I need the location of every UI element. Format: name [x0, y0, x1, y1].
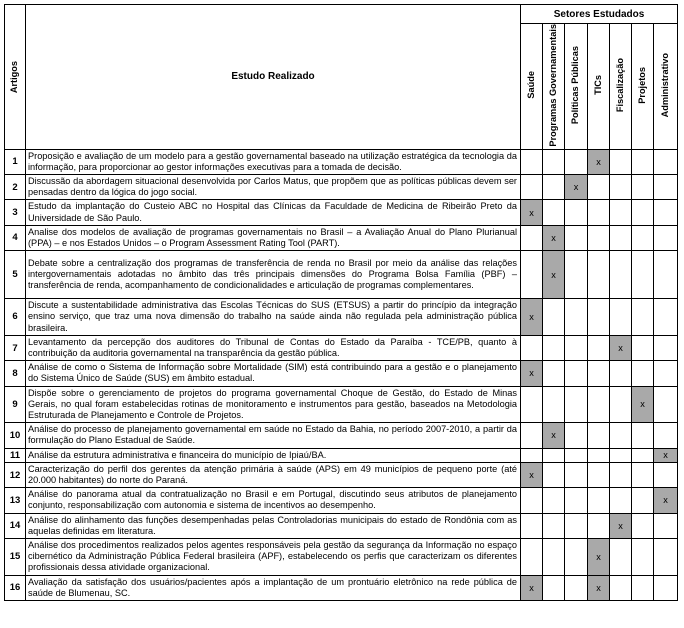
sector-header-1: [543, 24, 565, 150]
sector-mark: x: [610, 335, 632, 360]
sector-mark: x: [521, 200, 543, 225]
study-description: Análise do panorama atual da contratualização no Brasil e em Portugal, discutindo seus atributos de planejamento conjunto, responsabilização com autonomia e sistema de incentivos ao desempenho.: [26, 488, 521, 513]
table-row: [5, 386, 678, 423]
sector-cell-empty: [632, 462, 654, 487]
sector-cell-empty: [565, 448, 588, 462]
sector-cell-empty: [610, 149, 632, 174]
sector-cell-empty: [543, 462, 565, 487]
studies-table-body: [5, 149, 678, 601]
sector-cell-empty: [521, 513, 543, 538]
article-number: 16: [5, 575, 26, 600]
studies-table: [4, 4, 678, 601]
sector-cell-empty: [610, 225, 632, 250]
sector-mark: x: [521, 575, 543, 600]
table-row: [5, 225, 678, 250]
table-row: [5, 361, 678, 386]
study-description: Análise da estrutura administrativa e financeira do município de Ipiaú/BA.: [26, 448, 521, 462]
sector-cell-empty: [543, 335, 565, 360]
sector-cell-empty: [654, 361, 678, 386]
sector-header-label: Programas Governamentais: [547, 24, 558, 147]
article-number: 2: [5, 174, 26, 199]
sector-cell-empty: [543, 448, 565, 462]
sector-cell-empty: [654, 225, 678, 250]
article-number: 1: [5, 149, 26, 174]
sector-cell-empty: [521, 448, 543, 462]
sector-cell-empty: [632, 200, 654, 225]
table-row: [5, 149, 678, 174]
sector-header-label: Saúde: [525, 71, 536, 100]
sector-cell-empty: [543, 149, 565, 174]
sector-cell-empty: [654, 200, 678, 225]
sectors-header: Setores Estudados: [521, 5, 678, 24]
sector-cell-empty: [521, 174, 543, 199]
sector-header-label: Fiscalização: [614, 58, 625, 113]
sector-cell-empty: [610, 200, 632, 225]
studies-table-container: [4, 4, 678, 601]
table-row: [5, 539, 678, 576]
sector-cell-empty: [521, 423, 543, 448]
sector-cell-empty: [521, 539, 543, 576]
sector-cell-empty: [610, 448, 632, 462]
study-description: Análise de como o Sistema de Informação sobre Mortalidade (SIM) está contribuindo para a gestão e o planejamento do Sistema Único de Saúde (SUS) em âmbito estadual.: [26, 361, 521, 386]
sector-header-0: [521, 24, 543, 150]
sector-header-3: [588, 24, 610, 150]
sector-cell-empty: [588, 513, 610, 538]
sector-cell-empty: [632, 513, 654, 538]
sector-cell-empty: [588, 423, 610, 448]
study-header: Estudo Realizado: [26, 5, 521, 150]
sector-mark: x: [588, 539, 610, 576]
sector-cell-empty: [610, 299, 632, 336]
sector-cell-empty: [610, 361, 632, 386]
article-number: 15: [5, 539, 26, 576]
sector-header-label: Administrativo: [659, 53, 670, 118]
sector-header-5: [632, 24, 654, 150]
sector-cell-empty: [588, 448, 610, 462]
sector-cell-empty: [588, 225, 610, 250]
sector-cell-empty: [565, 149, 588, 174]
sector-cell-empty: [565, 462, 588, 487]
study-description: Proposição e avaliação de um modelo para a gestão governamental baseado na utilização estratégica da tecnologia da informação, para proporcionar ao gestor informações executivas para a tomada de decisão.: [26, 149, 521, 174]
sector-cell-empty: [654, 386, 678, 423]
sector-cell-empty: [632, 539, 654, 576]
sector-cell-empty: [610, 423, 632, 448]
sector-cell-empty: [588, 462, 610, 487]
sector-cell-empty: [521, 149, 543, 174]
study-description: Discute a sustentabilidade administrativa das Escolas Técnicas do SUS (ETSUS) a partir do princípio da integração ensino serviço, que traz uma nova dimensão do trabalho na saúde ainda não regulada pela administração pública brasileira.: [26, 299, 521, 336]
sector-cell-empty: [521, 335, 543, 360]
sector-cell-empty: [588, 335, 610, 360]
sector-cell-empty: [588, 174, 610, 199]
sector-cell-empty: [654, 462, 678, 487]
sector-cell-empty: [654, 299, 678, 336]
article-number: 3: [5, 200, 26, 225]
sector-cell-empty: [521, 386, 543, 423]
sector-cell-empty: [543, 575, 565, 600]
sector-cell-empty: [632, 299, 654, 336]
sector-cell-empty: [654, 251, 678, 299]
sector-mark: x: [654, 448, 678, 462]
table-row: [5, 462, 678, 487]
table-row: [5, 488, 678, 513]
sector-cell-empty: [654, 174, 678, 199]
sector-cell-empty: [565, 423, 588, 448]
sector-cell-empty: [543, 386, 565, 423]
sector-mark: x: [521, 462, 543, 487]
sector-mark: x: [543, 423, 565, 448]
sector-cell-empty: [610, 251, 632, 299]
sector-mark: x: [654, 488, 678, 513]
study-description: Avaliação da satisfação dos usuários/pacientes após a implantação de um prontuário eletrônico na rede pública de saúde de Blumenau, SC.: [26, 575, 521, 600]
sector-cell-empty: [654, 513, 678, 538]
sector-cell-empty: [632, 488, 654, 513]
table-row: [5, 251, 678, 299]
sector-cell-empty: [543, 200, 565, 225]
sector-cell-empty: [632, 448, 654, 462]
sector-cell-empty: [632, 149, 654, 174]
study-description: Estudo da implantação do Custeio ABC no Hospital das Clínicas da Faculdade de Medicina de Ribeirão Preto da Universidade de São Paulo.: [26, 200, 521, 225]
sector-cell-empty: [610, 575, 632, 600]
sector-cell-empty: [565, 361, 588, 386]
sector-cell-empty: [565, 488, 588, 513]
header-row-top: [5, 5, 678, 24]
articles-header-label: Artigos: [9, 60, 20, 93]
study-description: Dispõe sobre o gerenciamento de projetos do programa governamental Choque de Gestão, do Estado de Minas Gerais, no qual foram estabelecidas rotinas de monitoramento e instrumentos para gestão, baseados na Metodologia Estruturada de Planejamento e Controle de Projetos.: [26, 386, 521, 423]
study-description: Discussão da abordagem situacional desenvolvida por Carlos Matus, que propõem que as políticas públicas devem ser pensadas dentro da lógica do jogo social.: [26, 174, 521, 199]
sector-cell-empty: [610, 462, 632, 487]
sector-cell-empty: [521, 488, 543, 513]
sector-cell-empty: [654, 149, 678, 174]
sector-cell-empty: [610, 488, 632, 513]
articles-header: [5, 5, 26, 150]
sector-cell-empty: [543, 174, 565, 199]
sector-cell-empty: [632, 335, 654, 360]
sector-mark: x: [521, 299, 543, 336]
sector-cell-empty: [543, 513, 565, 538]
article-number: 4: [5, 225, 26, 250]
sector-header-6: [654, 24, 678, 150]
article-number: 10: [5, 423, 26, 448]
study-description: Analise dos modelos de avaliação de programas governamentais no Brasil – a Avaliação Anual do Plano Plurianual (PPA) – e nos Estados Unidos – o Program Assessment Rating Tool (PART).: [26, 225, 521, 250]
sector-cell-empty: [588, 386, 610, 423]
sector-cell-empty: [632, 361, 654, 386]
sector-cell-empty: [521, 251, 543, 299]
sector-cell-empty: [588, 488, 610, 513]
sector-cell-empty: [543, 361, 565, 386]
article-number: 9: [5, 386, 26, 423]
sector-cell-empty: [565, 299, 588, 336]
study-description: Análise dos procedimentos realizados pelos agentes responsáveis pela gestão da segurança da Informação no espaço cibernético da Administração Pública Federal brasileira (APF), estabelecendo os perfis que caracterizam os diferentes profissionais dessa atividade organizacional.: [26, 539, 521, 576]
table-row: [5, 513, 678, 538]
sector-cell-empty: [543, 539, 565, 576]
sector-cell-empty: [565, 251, 588, 299]
sector-header-label: Políticas Públicas: [570, 46, 581, 125]
sector-mark: x: [565, 174, 588, 199]
article-number: 11: [5, 448, 26, 462]
sector-cell-empty: [632, 225, 654, 250]
sector-cell-empty: [654, 335, 678, 360]
sector-cell-empty: [588, 200, 610, 225]
sector-cell-empty: [565, 200, 588, 225]
sector-cell-empty: [565, 386, 588, 423]
sector-cell-empty: [654, 423, 678, 448]
sector-cell-empty: [543, 299, 565, 336]
sector-header-4: [610, 24, 632, 150]
sector-cell-empty: [588, 361, 610, 386]
sector-cell-empty: [632, 251, 654, 299]
sector-cell-empty: [654, 575, 678, 600]
sector-cell-empty: [610, 539, 632, 576]
study-description: Análise do alinhamento das funções desempenhadas pelas Controladorias municipais do estado de Rondônia com as aquelas definidas em literatura.: [26, 513, 521, 538]
sector-mark: x: [588, 575, 610, 600]
sector-header-label: TICs: [592, 75, 603, 96]
table-row: [5, 200, 678, 225]
article-number: 14: [5, 513, 26, 538]
sector-cell-empty: [565, 335, 588, 360]
sector-cell-empty: [632, 174, 654, 199]
table-row: [5, 299, 678, 336]
sector-cell-empty: [654, 539, 678, 576]
sector-mark: x: [521, 361, 543, 386]
article-number: 5: [5, 251, 26, 299]
sector-mark: x: [543, 225, 565, 250]
sector-cell-empty: [565, 575, 588, 600]
sector-cell-empty: [588, 299, 610, 336]
sector-cell-empty: [565, 513, 588, 538]
sector-cell-empty: [521, 225, 543, 250]
sector-cell-empty: [565, 539, 588, 576]
sector-cell-empty: [632, 575, 654, 600]
study-description: Levantamento da percepção dos auditores do Tribunal de Contas do Estado da Paraíba - TCE/PB, quanto à contribuição da auditoria governamental na transparência da gestão pública.: [26, 335, 521, 360]
article-number: 8: [5, 361, 26, 386]
sector-header-2: [565, 24, 588, 150]
table-row: [5, 174, 678, 199]
table-row: [5, 448, 678, 462]
table-row: [5, 335, 678, 360]
sector-mark: x: [588, 149, 610, 174]
sector-mark: x: [610, 513, 632, 538]
sector-cell-empty: [610, 386, 632, 423]
article-number: 7: [5, 335, 26, 360]
study-description: Caracterização do perfil dos gerentes da atenção primária à saúde (APS) em 49 municípios de pequeno porte (até 20.000 habitantes) do norte do Paraná.: [26, 462, 521, 487]
study-description: Análise do processo de planejamento governamental em saúde no Estado da Bahia, no período 2007-2010, a partir da formulação do Plano Estadual de Saúde.: [26, 423, 521, 448]
sector-cell-empty: [610, 174, 632, 199]
article-number: 12: [5, 462, 26, 487]
sector-cell-empty: [632, 423, 654, 448]
sector-header-label: Projetos: [636, 66, 647, 104]
table-row: [5, 423, 678, 448]
sector-mark: x: [632, 386, 654, 423]
sector-cell-empty: [543, 488, 565, 513]
sector-mark: x: [543, 251, 565, 299]
sector-cell-empty: [565, 225, 588, 250]
article-number: 6: [5, 299, 26, 336]
article-number: 13: [5, 488, 26, 513]
sector-cell-empty: [588, 251, 610, 299]
study-description: Debate sobre a centralização dos programas de transferência de renda no Brasil por meio da análise das relações intergovernamentais adotadas no âmbito das três principais dimensões do Programa Bolsa Família (PBF) – transferência de renda, acompanhamento de condicionalidades e articulação de programas complementares.: [26, 251, 521, 299]
table-row: [5, 575, 678, 600]
